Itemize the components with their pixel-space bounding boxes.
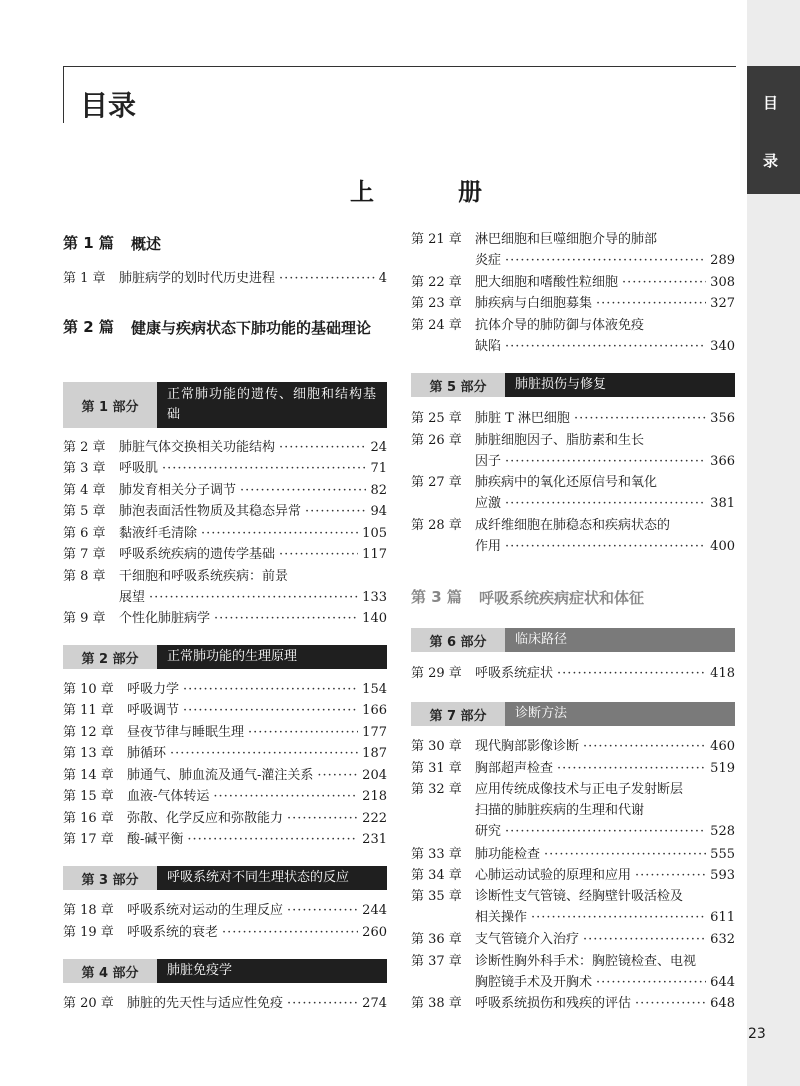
chapter-page: 274	[362, 996, 387, 1011]
section-number: 第 7 部分	[411, 702, 505, 726]
chapter-number: 第 27 章	[411, 475, 462, 490]
section-title: 肺脏免疫学	[157, 959, 387, 983]
chapter-page: 71	[370, 461, 387, 476]
chapter-title: 肺通气、肺血流及通气-灌注关系	[127, 768, 314, 783]
chapter-entry[interactable]	[411, 663, 735, 684]
section-number: 第 4 部分	[63, 959, 157, 983]
chapter-page: 593	[710, 868, 735, 883]
chapter-number: 第 15 章	[63, 789, 114, 804]
section-title: 诊断方法	[505, 702, 735, 726]
chapter-title: 淋巴细胞和巨噬细胞介导的肺部	[475, 232, 658, 247]
part-title: 健康与疾病状态下肺功能的基础理论	[131, 319, 372, 337]
chapter-page: 105	[362, 526, 387, 541]
chapter-number: 第 37 章	[411, 954, 462, 969]
chapter-entry[interactable]	[63, 765, 387, 786]
chapter-title-cont: 研究	[475, 824, 502, 839]
chapter-title: 肺疾病中的氧化还原信号和氧化	[475, 475, 658, 490]
chapter-entry[interactable]	[411, 515, 735, 557]
chapter-number: 第 30 章	[411, 739, 462, 754]
section-number: 第 2 部分	[63, 645, 157, 669]
chapter-page: 166	[362, 703, 387, 718]
chapter-title: 呼吸系统疾病的遗传学基础	[119, 547, 276, 562]
chapter-title: 肺泡表面活性物质及其稳态异常	[119, 504, 302, 519]
part-number: 第 3 篇	[411, 588, 462, 606]
chapter-title: 支气管镜介入治疗	[475, 932, 580, 947]
chapter-entry[interactable]	[411, 779, 735, 842]
chapter-page: 133	[362, 590, 387, 605]
chapter-title: 肺疾病与白细胞募集	[475, 296, 593, 311]
chapter-title: 个性化肺脏病学	[119, 611, 211, 626]
chapter-title: 呼吸系统损伤和残疾的评估	[475, 996, 632, 1011]
side-tab-char-2: 录	[763, 152, 779, 170]
chapter-number: 第 36 章	[411, 932, 462, 947]
chapter-title: 呼吸系统症状	[475, 666, 554, 681]
chapter-title-cont: 作用	[475, 539, 502, 554]
chapter-page: 244	[362, 903, 387, 918]
section-bar	[63, 382, 387, 428]
chapter-title: 弥散、化学反应和弥散能力	[127, 811, 284, 826]
chapter-title: 呼吸肌	[119, 461, 159, 476]
chapter-title: 诊断性胸外科手术：胸腔镜检查、电视	[475, 954, 697, 969]
chapter-page: 611	[710, 910, 735, 925]
chapter-page: 632	[710, 932, 735, 947]
chapter-number: 第 3 章	[63, 461, 106, 476]
chapter-title: 诊断性支气管镜、经胸壁针吸活检及	[475, 889, 684, 904]
chapter-entry[interactable]	[411, 865, 735, 886]
chapter-number: 第 1 章	[63, 271, 106, 286]
chapter-number: 第 22 章	[411, 275, 462, 290]
chapter-entry[interactable]	[411, 430, 735, 472]
part-title: 概述	[131, 235, 162, 253]
chapter-number: 第 8 章	[63, 569, 106, 584]
chapter-title: 黏液纤毛清除	[119, 526, 198, 541]
chapter-title: 肺发育相关分子调节	[119, 483, 237, 498]
section-bar	[411, 628, 735, 652]
chapter-entry[interactable]	[63, 268, 387, 289]
chapter-page: 24	[370, 440, 387, 455]
chapter-entry[interactable]	[63, 993, 387, 1014]
chapter-page: 648	[710, 996, 735, 1011]
chapter-title: 肺循环	[127, 746, 167, 761]
chapter-entry[interactable]	[63, 743, 387, 764]
title-frame	[63, 66, 736, 123]
chapter-entry[interactable]	[411, 758, 735, 779]
chapter-number: 第 5 章	[63, 504, 106, 519]
chapter-number: 第 18 章	[63, 903, 114, 918]
chapter-title: 呼吸系统对运动的生理反应	[127, 903, 284, 918]
chapter-page: 218	[362, 789, 387, 804]
chapter-page: 460	[710, 739, 735, 754]
chapter-page: 94	[370, 504, 387, 519]
chapter-title: 肺脏 T 淋巴细胞	[475, 411, 570, 426]
chapter-number: 第 20 章	[63, 996, 114, 1011]
chapter-page: 260	[362, 925, 387, 940]
chapter-number: 第 2 章	[63, 440, 106, 455]
chapter-number: 第 32 章	[411, 782, 462, 797]
chapter-number: 第 23 章	[411, 296, 462, 311]
section-bar	[63, 866, 387, 890]
chapter-number: 第 9 章	[63, 611, 106, 626]
chapter-title: 呼吸调节	[127, 703, 180, 718]
chapter-entry[interactable]	[411, 993, 735, 1014]
chapter-title: 胸部超声检查	[475, 761, 554, 776]
chapter-entry[interactable]	[63, 608, 387, 629]
chapter-title-cont: 炎症	[475, 253, 502, 268]
chapter-entry[interactable]	[411, 929, 735, 950]
side-tab-char-1: 目	[763, 94, 779, 112]
section-number: 第 3 部分	[63, 866, 157, 890]
chapter-title-cont: 因子	[475, 454, 502, 469]
chapter-page: 222	[362, 811, 387, 826]
chapter-title: 成纤维细胞在肺稳态和疾病状态的	[475, 518, 671, 533]
chapter-number: 第 25 章	[411, 411, 462, 426]
chapter-entry[interactable]	[411, 472, 735, 514]
chapter-title: 干细胞和呼吸系统疾病：前景	[119, 569, 289, 584]
chapter-entry[interactable]	[63, 501, 387, 522]
page-number: 23	[748, 1026, 766, 1042]
chapter-entry[interactable]	[411, 736, 735, 757]
section-number: 第 5 部分	[411, 373, 505, 397]
page-title: 目录	[80, 89, 137, 122]
section-title: 临床路径	[505, 628, 735, 652]
chapter-page: 644	[710, 975, 735, 990]
chapter-number: 第 33 章	[411, 847, 462, 862]
chapter-number: 第 34 章	[411, 868, 462, 883]
chapter-title: 肺功能检查	[475, 847, 541, 862]
chapter-page: 528	[710, 824, 735, 839]
part-number: 第 2 篇	[63, 318, 114, 336]
chapter-title: 应用传统成像技术与正电子发射断层	[475, 782, 684, 797]
section-title: 呼吸系统对不同生理状态的反应	[157, 866, 387, 890]
chapter-title: 肥大细胞和嗜酸性粒细胞	[475, 275, 619, 290]
chapter-number: 第 28 章	[411, 518, 462, 533]
chapter-number: 第 29 章	[411, 666, 462, 681]
chapter-entry[interactable]	[411, 272, 735, 293]
chapter-title: 抗体介导的肺防御与体液免疫	[475, 318, 645, 333]
chapter-title: 现代胸部影像诊断	[475, 739, 580, 754]
chapter-number: 第 21 章	[411, 232, 462, 247]
section-number: 第 1 部分	[63, 382, 157, 428]
chapter-title: 呼吸力学	[127, 682, 180, 697]
chapter-title-cont: 胸腔镜手术及开胸术	[475, 975, 593, 990]
chapter-number: 第 16 章	[63, 811, 114, 826]
chapter-entry[interactable]	[411, 229, 735, 271]
chapter-number: 第 6 章	[63, 526, 106, 541]
chapter-page: 289	[710, 253, 735, 268]
chapter-entry[interactable]	[63, 458, 387, 479]
chapter-page: 82	[370, 483, 387, 498]
section-bar	[411, 373, 735, 397]
chapter-entry[interactable]	[63, 544, 387, 565]
chapter-entry[interactable]	[411, 408, 735, 429]
chapter-entry[interactable]	[63, 679, 387, 700]
chapter-title: 肺脏病学的划时代历史进程	[119, 271, 276, 286]
chapter-page: 356	[710, 411, 735, 426]
chapter-entry[interactable]	[411, 886, 735, 928]
chapter-number: 第 19 章	[63, 925, 114, 940]
section-title: 正常肺功能的遗传、细胞和结构基础	[157, 382, 387, 428]
chapter-entry[interactable]	[411, 293, 735, 314]
chapter-number: 第 35 章	[411, 889, 462, 904]
volume-title: 上 册	[350, 177, 512, 206]
toc-side-tab[interactable]	[747, 66, 800, 194]
chapter-page: 117	[362, 547, 387, 562]
chapter-page: 418	[710, 666, 735, 681]
chapter-title: 肺脏细胞因子、脂肪素和生长	[475, 433, 645, 448]
chapter-page: 381	[710, 496, 735, 511]
chapter-title: 血液-气体转运	[127, 789, 210, 804]
section-bar	[63, 959, 387, 983]
chapter-title-cont: 缺陷	[475, 339, 502, 354]
chapter-title: 心肺运动试验的原理和应用	[475, 868, 632, 883]
chapter-page: 327	[710, 296, 735, 311]
part-title: 呼吸系统疾病症状和体征	[479, 589, 645, 607]
chapter-number: 第 17 章	[63, 832, 114, 847]
chapter-entry[interactable]	[63, 700, 387, 721]
chapter-entry[interactable]	[411, 951, 735, 993]
chapter-entry[interactable]	[63, 808, 387, 829]
chapter-title-cont: 展望	[119, 590, 146, 605]
chapter-entry[interactable]	[63, 437, 387, 458]
chapter-entry[interactable]	[411, 844, 735, 865]
chapter-title: 肺脏的先天性与适应性免疫	[127, 996, 284, 1011]
section-title: 正常肺功能的生理原理	[157, 645, 387, 669]
chapter-page: 308	[710, 275, 735, 290]
chapter-title: 肺脏气体交换相关功能结构	[119, 440, 276, 455]
chapter-page: 187	[362, 746, 387, 761]
chapter-number: 第 4 章	[63, 483, 106, 498]
chapter-entry[interactable]	[63, 480, 387, 501]
chapter-page: 519	[710, 761, 735, 776]
chapter-page: 140	[362, 611, 387, 626]
chapter-title: 酸-碱平衡	[127, 832, 184, 847]
chapter-page: 177	[362, 725, 387, 740]
chapter-number: 第 12 章	[63, 725, 114, 740]
chapter-entry[interactable]	[411, 315, 735, 357]
chapter-entry[interactable]	[63, 829, 387, 850]
chapter-number: 第 26 章	[411, 433, 462, 448]
chapter-number: 第 7 章	[63, 547, 106, 562]
chapter-title-cont: 应激	[475, 496, 502, 511]
chapter-number: 第 13 章	[63, 746, 114, 761]
section-number: 第 6 部分	[411, 628, 505, 652]
chapter-title-cont: 相关操作	[475, 910, 528, 925]
chapter-page: 204	[362, 768, 387, 783]
chapter-number: 第 38 章	[411, 996, 462, 1011]
part-number: 第 1 篇	[63, 234, 114, 252]
chapter-entry[interactable]	[63, 523, 387, 544]
chapter-page: 555	[710, 847, 735, 862]
chapter-entry[interactable]	[63, 922, 387, 943]
chapter-number: 第 11 章	[63, 703, 114, 718]
section-title: 肺脏损伤与修复	[505, 373, 735, 397]
chapter-number: 第 14 章	[63, 768, 114, 783]
chapter-title: 呼吸系统的衰老	[127, 925, 219, 940]
chapter-number: 第 24 章	[411, 318, 462, 333]
chapter-entry[interactable]	[63, 786, 387, 807]
chapter-page: 400	[710, 539, 735, 554]
chapter-page: 340	[710, 339, 735, 354]
section-bar	[63, 645, 387, 669]
chapter-page: 231	[362, 832, 387, 847]
chapter-number: 第 10 章	[63, 682, 114, 697]
chapter-page: 4	[378, 271, 387, 286]
chapter-number: 第 31 章	[411, 761, 462, 776]
chapter-title-cont: 扫描的肺脏疾病的生理和代谢	[475, 803, 645, 818]
chapter-entry[interactable]	[63, 722, 387, 743]
chapter-title: 昼夜节律与睡眠生理	[127, 725, 245, 740]
chapter-entry[interactable]	[63, 900, 387, 921]
chapter-page: 154	[362, 682, 387, 697]
chapter-page: 366	[710, 454, 735, 469]
section-bar	[411, 702, 735, 726]
chapter-entry[interactable]	[63, 566, 387, 608]
